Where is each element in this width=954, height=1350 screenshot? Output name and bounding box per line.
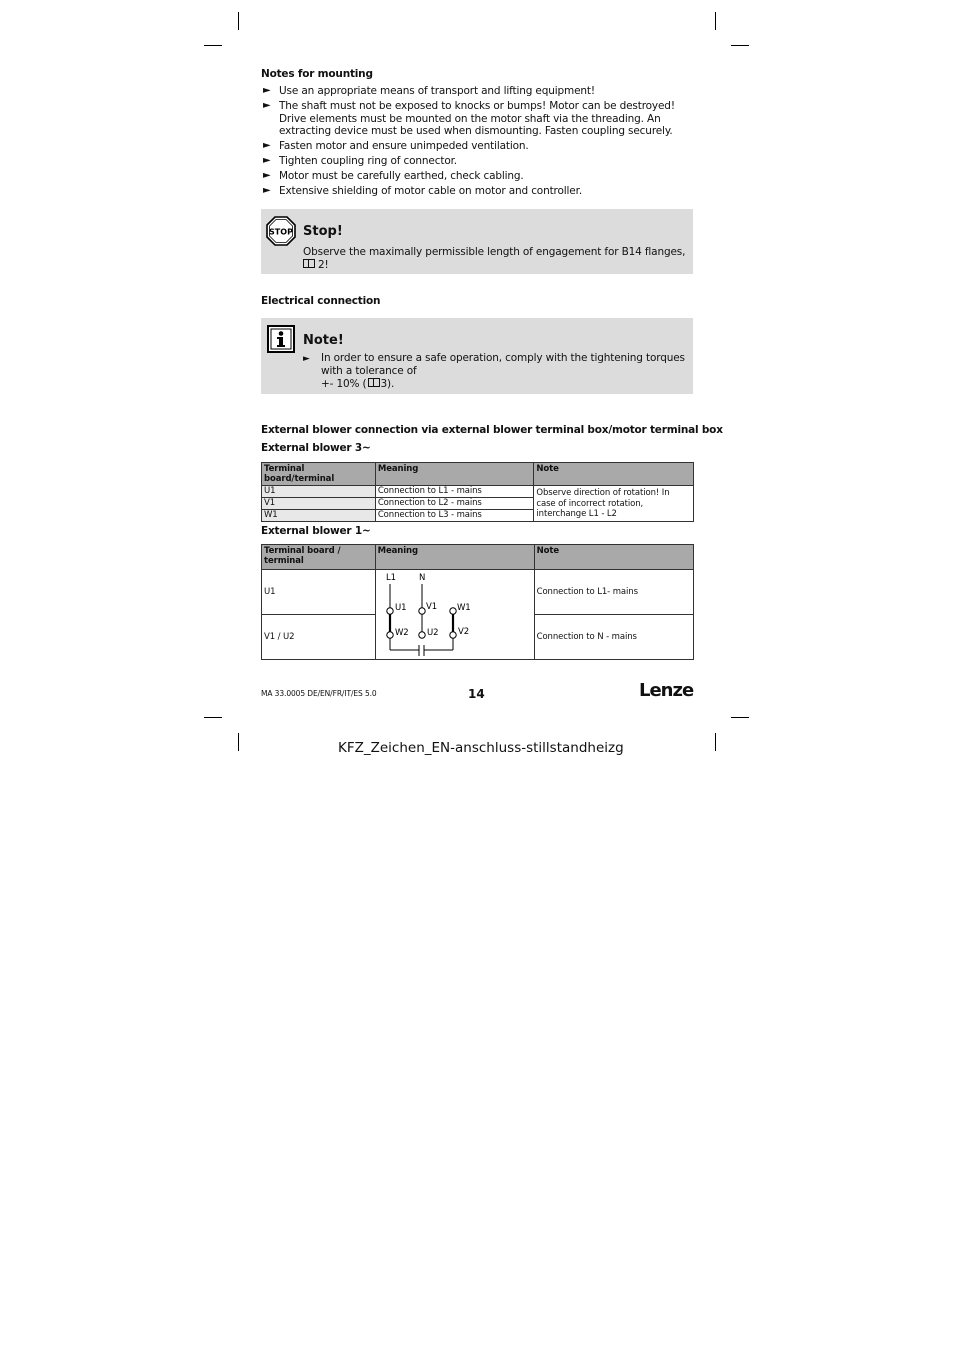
label-u1: U1 [394, 603, 407, 613]
note-bullet-marker: ► [303, 354, 310, 364]
section-heading: Notes for mounting [261, 68, 373, 80]
table-header: Terminal board / terminal [262, 545, 376, 570]
bullet-triangle-icon: ► [263, 185, 271, 196]
table-row: U1 Connection to L1 - mains Observe direction of rotation! In case of incorrect rotation, interchange L1 - L2 [262, 486, 694, 498]
label-u2: U2 [426, 628, 439, 638]
crop-mark [204, 717, 222, 718]
table-header: Terminal board/terminal [262, 463, 376, 486]
blower1-table [261, 544, 694, 660]
list-item: ► Use an appropriate means of transport and lifting equipment! [263, 85, 595, 97]
crop-mark [731, 45, 749, 46]
note-text-line1: In order to ensure a safe operation, comply with the tightening torques [321, 352, 685, 364]
crop-mark [715, 12, 716, 30]
note-title: Note! [303, 333, 344, 348]
blower3-table [261, 462, 694, 522]
image-caption: KFZ_Zeichen_EN-anschluss-stillstandheizg [338, 740, 624, 756]
table-row: V1 / U2 Connection to N - mains [262, 615, 694, 660]
note-text-line2: with a tolerance of [321, 365, 417, 377]
blower3-subheading: External blower 3~ [261, 442, 371, 454]
list-item: ► Fasten motor and ensure unimpeded ventilation. [263, 140, 529, 152]
svg-text:STOP: STOP [269, 227, 293, 237]
rotation-note: Observe direction of rotation! In case of incorrect rotation, interchange L1 - L2 [534, 486, 694, 522]
blower1-subheading: External blower 1~ [261, 525, 371, 537]
list-item: ► Motor must be carefully earthed, check cabling. [263, 170, 524, 182]
label-w2: W2 [394, 628, 409, 638]
table-header: Note [534, 463, 694, 486]
bullet-triangle-icon: ► [263, 155, 271, 166]
label-v1: V1 [425, 602, 437, 612]
book-icon [368, 378, 380, 387]
bullet-triangle-icon: ► [263, 85, 271, 96]
info-icon [267, 325, 295, 353]
table-header: Meaning [375, 463, 534, 486]
wiring-diagram-cell [375, 570, 534, 660]
label-l1: L1 [385, 573, 396, 583]
crop-mark [715, 733, 716, 751]
electrical-heading: Electrical connection [261, 295, 381, 307]
stop-text-line2: 2! [303, 259, 329, 272]
page-number: 14 [468, 687, 485, 701]
crop-mark [238, 12, 239, 30]
blower-heading: External blower connection via external blower terminal box/motor terminal box [261, 424, 723, 436]
crop-mark [204, 45, 222, 46]
book-icon [303, 259, 315, 268]
doc-id: MA 33.0005 DE/EN/FR/IT/ES 5.0 [261, 689, 377, 698]
table-row: W1 Connection to L3 - mains [262, 510, 694, 522]
list-item: ► Tighten coupling ring of connector. [263, 155, 457, 167]
stop-text-line1: Observe the maximally permissible length of engagement for B14 flanges, [303, 246, 686, 258]
lenze-logo: Lenze [639, 680, 694, 701]
stop-warning-box [261, 209, 693, 274]
list-item: ► Extensive shielding of motor cable on motor and controller. [263, 185, 583, 197]
bullet-list [261, 85, 693, 198]
crop-mark [238, 733, 239, 751]
bullet-triangle-icon: ► [263, 140, 271, 151]
wiring-diagram [376, 570, 534, 659]
bullet-triangle-icon: ► [263, 100, 271, 111]
label-n: N [418, 573, 425, 583]
bullet-triangle-icon: ► [263, 170, 271, 181]
stop-title: Stop! [303, 224, 343, 239]
note-box [261, 318, 693, 394]
list-item: ► The shaft must not be exposed to knocks or bumps! Motor can be destroyed! Drive elements must be mounted on the motor shaft via the threading. An extracting device must be used when dismounting. Fasten coupling securely. [263, 100, 675, 137]
note-text-line3: +- 10% ( 3). [321, 378, 395, 390]
label-w1: W1 [456, 603, 471, 613]
stop-sign-icon [266, 216, 296, 246]
notes-mounting-section [261, 68, 693, 200]
table-row: U1 L1 N U1 V1 W1 W2 U2 V2 Connection to L1- mains [262, 570, 694, 615]
table-header: Meaning [375, 545, 534, 570]
table-header: Note [534, 545, 693, 570]
crop-mark [731, 717, 749, 718]
table-row: V1 Connection to L2 - mains [262, 498, 694, 510]
label-v2: V2 [457, 627, 469, 637]
